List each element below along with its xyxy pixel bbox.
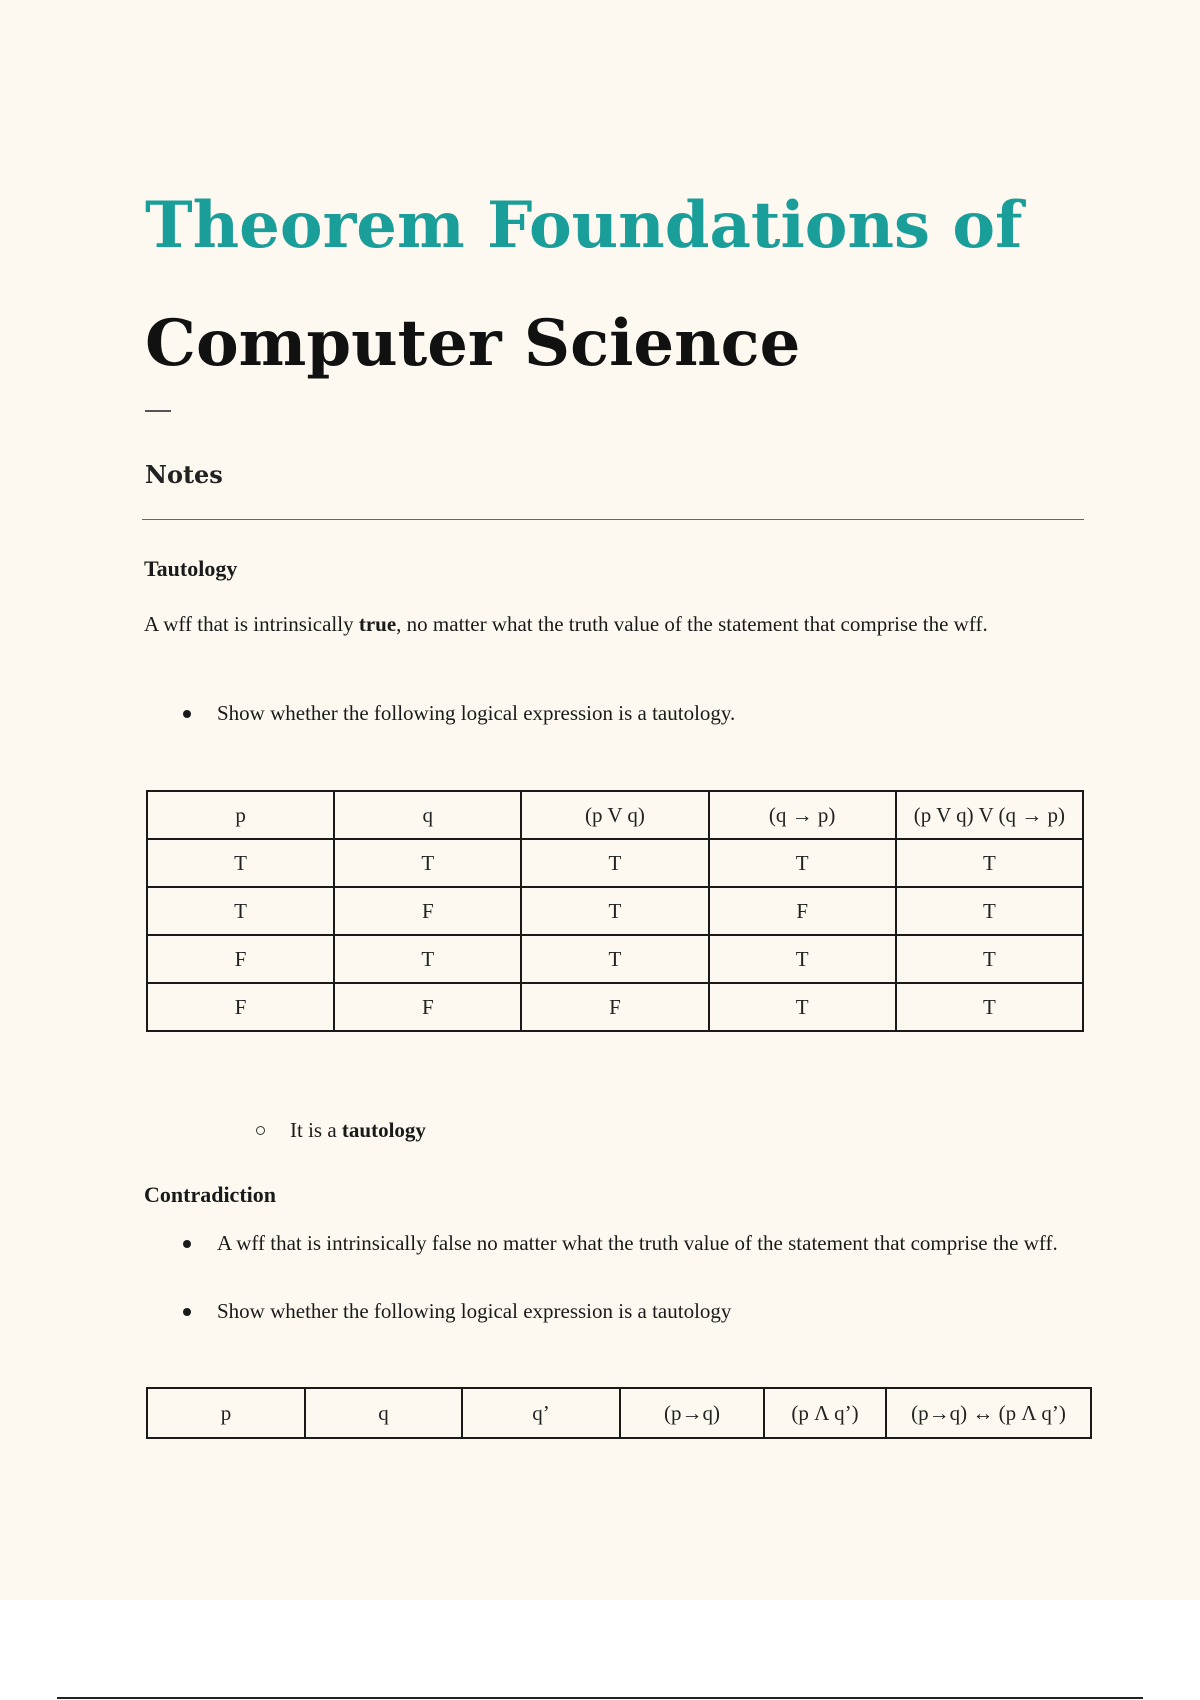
bullet-dot (183, 710, 191, 718)
header-cell: (q → p) (709, 791, 896, 839)
contradiction-bullet-2 (217, 1294, 731, 1328)
table-cell: T (334, 935, 521, 983)
table-cell: T (334, 839, 521, 887)
header-cell: q (305, 1388, 462, 1438)
table-cell: T (147, 887, 334, 935)
table-cell: T (896, 887, 1083, 935)
table-cell: T (896, 839, 1083, 887)
table-row (147, 935, 1083, 983)
table-cell: T (896, 983, 1083, 1031)
tautology-definition (144, 607, 1084, 641)
table-cell: T (896, 935, 1083, 983)
table-header-row (147, 791, 1083, 839)
bullet-circle (256, 1126, 265, 1135)
table-cell: T (147, 839, 334, 887)
table-cell: T (709, 983, 896, 1031)
tautology-bullet-text: Show whether the following logical expression is a tautology. (217, 701, 736, 725)
table-cell: F (334, 887, 521, 935)
contradiction-truth-table (146, 1387, 1092, 1439)
table-cell: F (147, 983, 334, 1031)
contradiction-heading: Contradiction (144, 1182, 276, 1207)
definition-text-end: , no matter what the truth value of the statement that comprise the wff. (396, 612, 988, 636)
table-cell: T (709, 839, 896, 887)
header-cell: q’ (462, 1388, 620, 1438)
title-line-2: Computer Science (145, 306, 801, 381)
header-cell: p (147, 791, 334, 839)
definition-text-bold: true (358, 612, 397, 636)
table-cell: F (147, 935, 334, 983)
definition-text-start: A wff that is intrinsically (144, 612, 359, 636)
tautology-truth-table (146, 790, 1084, 1032)
tautology-bullet (217, 696, 735, 730)
table-row (147, 839, 1083, 887)
header-cell: (p V q) (521, 791, 708, 839)
header-cell: (p V q) V (q → p) (896, 791, 1083, 839)
table-row (147, 983, 1083, 1031)
contradiction-bullet-2-text: Show whether the following logical expression is a tautology (217, 1299, 732, 1323)
table-cell: T (521, 935, 708, 983)
table-row (147, 887, 1083, 935)
conclusion-text-start: It is a (290, 1118, 342, 1142)
table-cell: T (521, 839, 708, 887)
bullet-dot (183, 1308, 191, 1316)
table-cell: T (521, 887, 708, 935)
header-cell: (p→q) ↔ (p Λ q’) (886, 1388, 1091, 1438)
table-header-row (147, 1388, 1091, 1438)
contradiction-bullet-1 (217, 1226, 1077, 1260)
table-cell: F (334, 983, 521, 1031)
conclusion-text-bold: tautology (341, 1118, 426, 1142)
title-line-1: Theorem Foundations of (145, 188, 1023, 263)
horizontal-rule (142, 519, 1084, 520)
notes-heading: Notes (145, 460, 223, 489)
table-cell: T (709, 935, 896, 983)
tautology-conclusion (290, 1113, 426, 1147)
page-bottom-rule (57, 1697, 1143, 1699)
header-cell: (p→q) (620, 1388, 764, 1438)
table-cell: F (709, 887, 896, 935)
table-cell: F (521, 983, 708, 1031)
header-cell: q (334, 791, 521, 839)
bullet-dot (183, 1240, 191, 1248)
contradiction-bullet-1-text: A wff that is intrinsically false no matter what the truth value of the statement that comprise the wff. (217, 1231, 1058, 1255)
header-cell: (p Λ q’) (764, 1388, 886, 1438)
title-divider (145, 410, 171, 412)
header-cell: p (147, 1388, 305, 1438)
tautology-heading: Tautology (144, 556, 238, 581)
